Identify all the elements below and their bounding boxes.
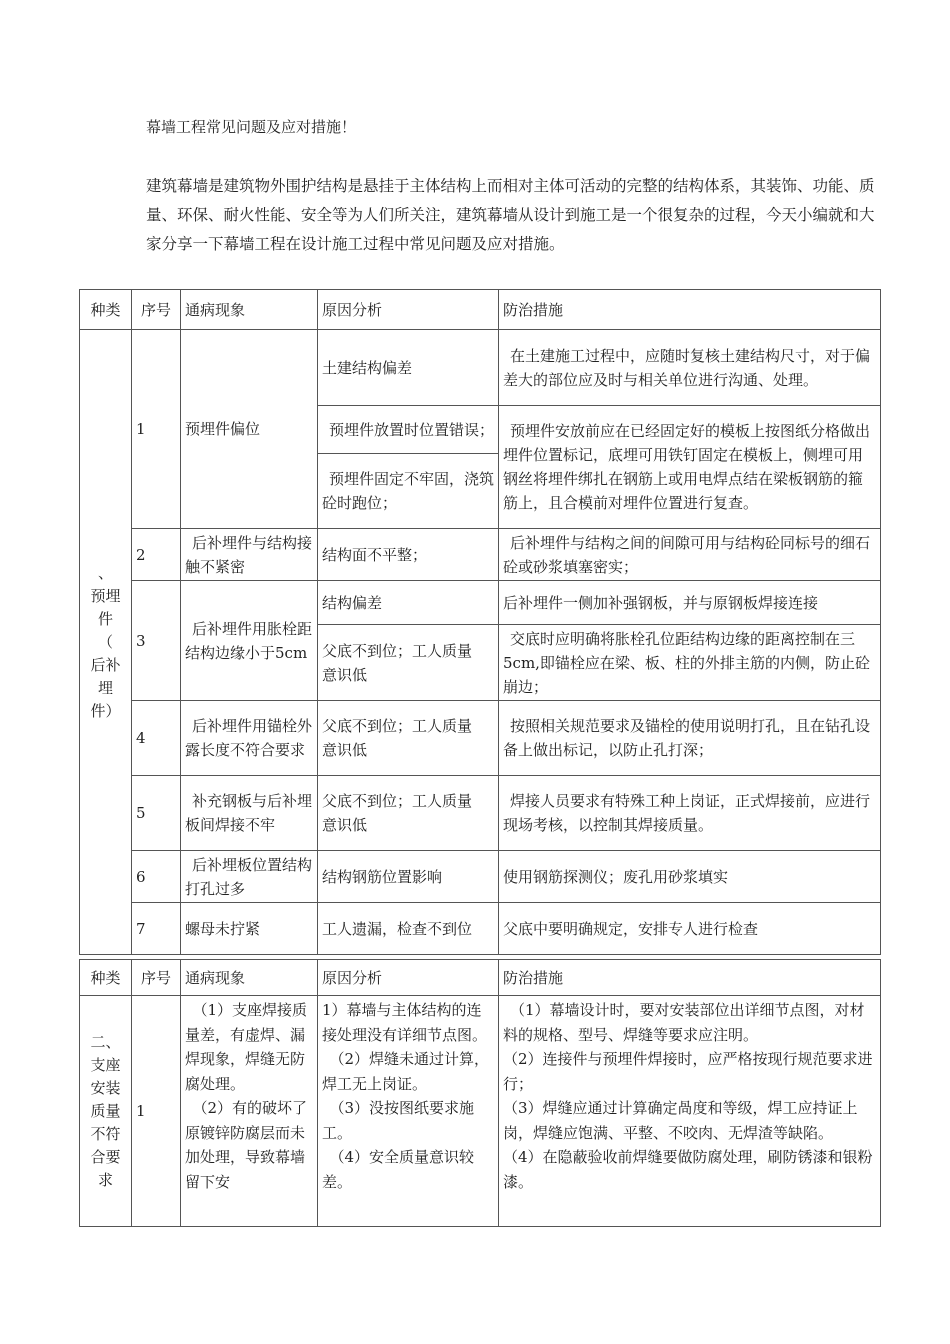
category-cell: 二、 支座 安装 质量 不符 合要 求 <box>80 996 132 1227</box>
table-header-row <box>80 290 881 330</box>
symptom-cell: 预埋件偏位 <box>181 330 318 529</box>
row-number: 4 <box>132 701 181 776</box>
row-number: 2 <box>132 529 181 581</box>
cause-cell: 结构钢筋位置影响 <box>318 851 499 903</box>
symptom-cell: 后补埋板位置结构打孔过多 <box>181 851 318 903</box>
defects-table-supports <box>79 959 881 1227</box>
cause-cell: 结构偏差 <box>318 581 499 625</box>
row-number: 5 <box>132 776 181 851</box>
header-number: 序号 <box>132 960 181 996</box>
defects-table-embedded-parts <box>79 289 881 955</box>
measure-cell: 父底中要明确规定，安排专人进行检查 <box>499 903 881 955</box>
measure-cell: 按照相关规范要求及锚栓的使用说明打孔，且在钻孔设备上做出标记，以防止孔打深； <box>499 701 881 776</box>
table-row <box>80 996 881 1227</box>
header-measure: 防治措施 <box>499 960 881 996</box>
header-category: 种类 <box>80 960 132 996</box>
symptom-cell: 螺母未拧紧 <box>181 903 318 955</box>
row-number: 1 <box>132 330 181 529</box>
table-header-row <box>80 960 881 996</box>
cause-cell: 预埋件固定不牢固，浇筑砼时跑位； <box>318 454 499 529</box>
table-row <box>80 581 881 625</box>
measure-cell: 交底时应明确将胀栓孔位距结构边缘的距离控制在三5cm,即锚栓应在梁、板、柱的外排主筋的内侧，防止砼崩边； <box>499 625 881 701</box>
cause-cell: 工人遗漏，检查不到位 <box>318 903 499 955</box>
header-symptom: 通病现象 <box>181 960 318 996</box>
cause-cell: 父底不到位；工人质量 意识低 <box>318 701 499 776</box>
cause-cell: 结构面不平整； <box>318 529 499 581</box>
symptom-cell: 后补埋件用锚栓外露长度不符合要求 <box>181 701 318 776</box>
header-cause: 原因分析 <box>318 290 499 330</box>
header-cause: 原因分析 <box>318 960 499 996</box>
row-number: 3 <box>132 581 181 701</box>
table-row <box>80 903 881 955</box>
header-measure: 防治措施 <box>499 290 881 330</box>
table-row <box>80 776 881 851</box>
document-title: 幕墙工程常见问题及应对措施！ <box>146 118 357 136</box>
cause-cell: 父底不到位；工人质量 意识低 <box>318 625 499 701</box>
measure-cell: 使用钢筋探测仪；废孔用砂浆填实 <box>499 851 881 903</box>
measure-cell: 后补埋件一侧加补强钢板，并与原钢板焊接连接 <box>499 581 881 625</box>
header-symptom: 通病现象 <box>181 290 318 330</box>
intro-paragraph: 建筑幕墙是建筑物外围护结构是悬挂于主体结构上而相对主体可活动的完整的结构体系，其装饰、功能、质量、环保、耐火性能、安全等为人们所关注，建筑幕墙从设计到施工是一个很复杂的过程，今天小编就和大家分享一下幕墙工程在设计施工过程中常见问题及应对措施。 <box>146 177 875 253</box>
measure-cell: 预埋件安放前应在已经固定好的模板上按图纸分格做出埋件位置标记，底埋可用铁钉固定在模板上，侧埋可用钢丝将埋件绑扎在钢筋上或用电焊点结在梁板钢筋的箍筋上，且合模前对埋件位置进行复查。 <box>499 406 881 529</box>
cause-cell: 父底不到位；工人质量 意识低 <box>318 776 499 851</box>
cause-cell: 1）幕墙与主体结构的连接处理没有详细节点图。 （2）焊缝未通过计算，焊工无上岗证。 （3）没按图纸要求施工。 （4）安全质量意识较差。 <box>322 1001 490 1191</box>
row-number: 7 <box>132 903 181 955</box>
measure-cell: 后补埋件与结构之间的间隙可用与结构砼同标号的细石砼或砂浆填塞密实； <box>499 529 881 581</box>
table-row <box>80 529 881 581</box>
header-number: 序号 <box>132 290 181 330</box>
symptom-cell: 后补埋件与结构接触不紧密 <box>181 529 318 581</box>
header-category: 种类 <box>80 290 132 330</box>
row-number: 1 <box>132 996 181 1227</box>
table-row <box>80 851 881 903</box>
measure-cell: 焊接人员要求有特殊工种上岗证，正式焊接前，应进行现场考核，以控制其焊接质量。 <box>499 776 881 851</box>
symptom-cell: （1）支座焊接质量差，有虚焊、漏焊现象，焊缝无防腐处理。 （2）有的破坏了原镀锌防腐层而未加处理，导致幕墙留下安 <box>185 1001 308 1191</box>
measure-cell: （1）幕墙设计时，要对安装部位出详细节点图，对材料的规格、型号、焊缝等要求应注明。 （2）连接件与预埋件焊接时，应严格按现行规范要求进行； （3）焊缝应通过计算确定咼度和等级，焊工应持证上岗，焊缝应饱满、平整、不咬肉、无焊渣等缺陷。 （4）在隐蔽验收前焊缝要做防腐处理，刷防锈漆和银粉漆。 <box>503 1001 873 1191</box>
measure-cell: 在土建施工过程中，应随时复核土建结构尺寸，对于偏差大的部位应及时与相关单位进行沟通、处理。 <box>499 330 881 406</box>
category-cell: 、 预埋 件 （ 后补 埋 件） <box>80 330 132 955</box>
symptom-cell: 补充钢板与后补埋板间焊接不牢 <box>181 776 318 851</box>
table-row <box>80 701 881 776</box>
cause-cell: 预埋件放置时位置错误； <box>318 406 499 454</box>
cause-cell: 土建结构偏差 <box>318 330 499 406</box>
row-number: 6 <box>132 851 181 903</box>
symptom-cell: 后补埋件用胀栓距结构边缘小于5cm <box>181 581 318 701</box>
table-row <box>80 330 881 406</box>
